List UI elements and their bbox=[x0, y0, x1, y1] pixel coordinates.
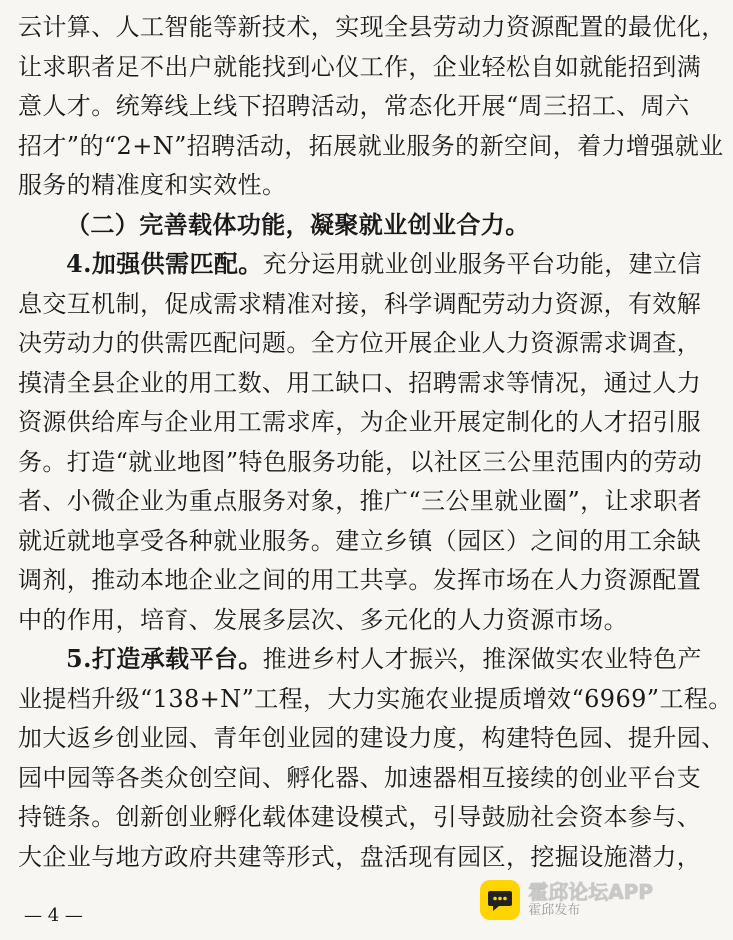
text-line-20: 园中园等各类众创空间、孵化器、加速器相互接续的创业平台支 bbox=[18, 764, 702, 792]
paragraph-5-first-line bbox=[66, 644, 702, 674]
text-line-9: 决劳动力的供需匹配问题。全方位开展企业人力资源需求调查， bbox=[18, 329, 702, 357]
text-line-5: 服务的精准度和实效性。 bbox=[18, 171, 287, 199]
watermark-subtitle: 霍邱发布 bbox=[528, 903, 581, 919]
item-5-heading: 5.打造承载平台。 bbox=[66, 644, 263, 673]
text-line-8: 息交互机制，促成需求精准对接，科学调配劳动力资源，有效解 bbox=[18, 290, 702, 318]
page-number: — 4 — bbox=[24, 905, 83, 926]
text-line-21: 持链条。创新创业孵化载体建设模式，引导鼓励社会资本参与、 bbox=[18, 803, 702, 831]
item-4-heading: 4.加强供需匹配。 bbox=[66, 249, 263, 278]
text-line-15: 调剂，推动本地企业之间的用工共享。发挥市场在人力资源配置 bbox=[18, 566, 702, 594]
paragraph-4-first-line bbox=[66, 249, 702, 279]
text-line-4: 招才”的“2+N”招聘活动，拓展就业服务的新空间，着力增强就业 bbox=[18, 132, 724, 160]
text-line-12: 务。打造“就业地图”特色服务功能，以社区三公里范围内的劳动 bbox=[18, 448, 703, 476]
watermark bbox=[480, 880, 653, 920]
item-4-text: 充分运用就业创业服务平台功能，建立信 bbox=[262, 250, 702, 278]
text-line-22: 大企业与地方政府共建等形式，盘活现有园区，挖掘设施潜力， bbox=[18, 843, 702, 871]
text-line-16: 中的作用，培育、发展多层次、多元化的人力资源市场。 bbox=[18, 606, 628, 634]
text-line-14: 就近就地享受各种就业服务。建立乡镇（园区）之间的用工余缺 bbox=[18, 527, 702, 555]
text-line-10: 摸清全县企业的用工数、用工缺口、招聘需求等情况，通过人力 bbox=[18, 369, 702, 397]
text-line-1: 云计算、人工智能等新技术，实现全县劳动力资源配置的最优化， bbox=[18, 13, 726, 41]
text-line-11: 资源供给库与企业用工需求库，为企业开展定制化的人才招引服 bbox=[18, 408, 702, 436]
text-line-13: 者、小微企业为重点服务对象，推广“三公里就业圈”，让求职者 bbox=[18, 487, 703, 515]
item-5-text: 推进乡村人才振兴，推深做实农业特色产 bbox=[262, 645, 702, 673]
section-heading: （二）完善载体功能，凝聚就业创业合力。 bbox=[66, 210, 530, 239]
text-line-3: 意人才。统筹线上线下招聘活动，常态化开展“周三招工、周六 bbox=[18, 92, 690, 120]
text-line-18: 业提档升级“138+N”工程，大力实施农业提质增效“6969”工程。 bbox=[18, 685, 733, 713]
text-line-2: 让求职者足不出户就能找到心仪工作，企业轻松自如就能招到满 bbox=[18, 53, 702, 81]
chat-bubble-icon bbox=[480, 880, 520, 920]
watermark-title: 霍邱论坛APP bbox=[528, 880, 653, 905]
text-line-19: 加大返乡创业园、青年创业园的建设力度，构建特色园、提升园、 bbox=[18, 724, 726, 752]
